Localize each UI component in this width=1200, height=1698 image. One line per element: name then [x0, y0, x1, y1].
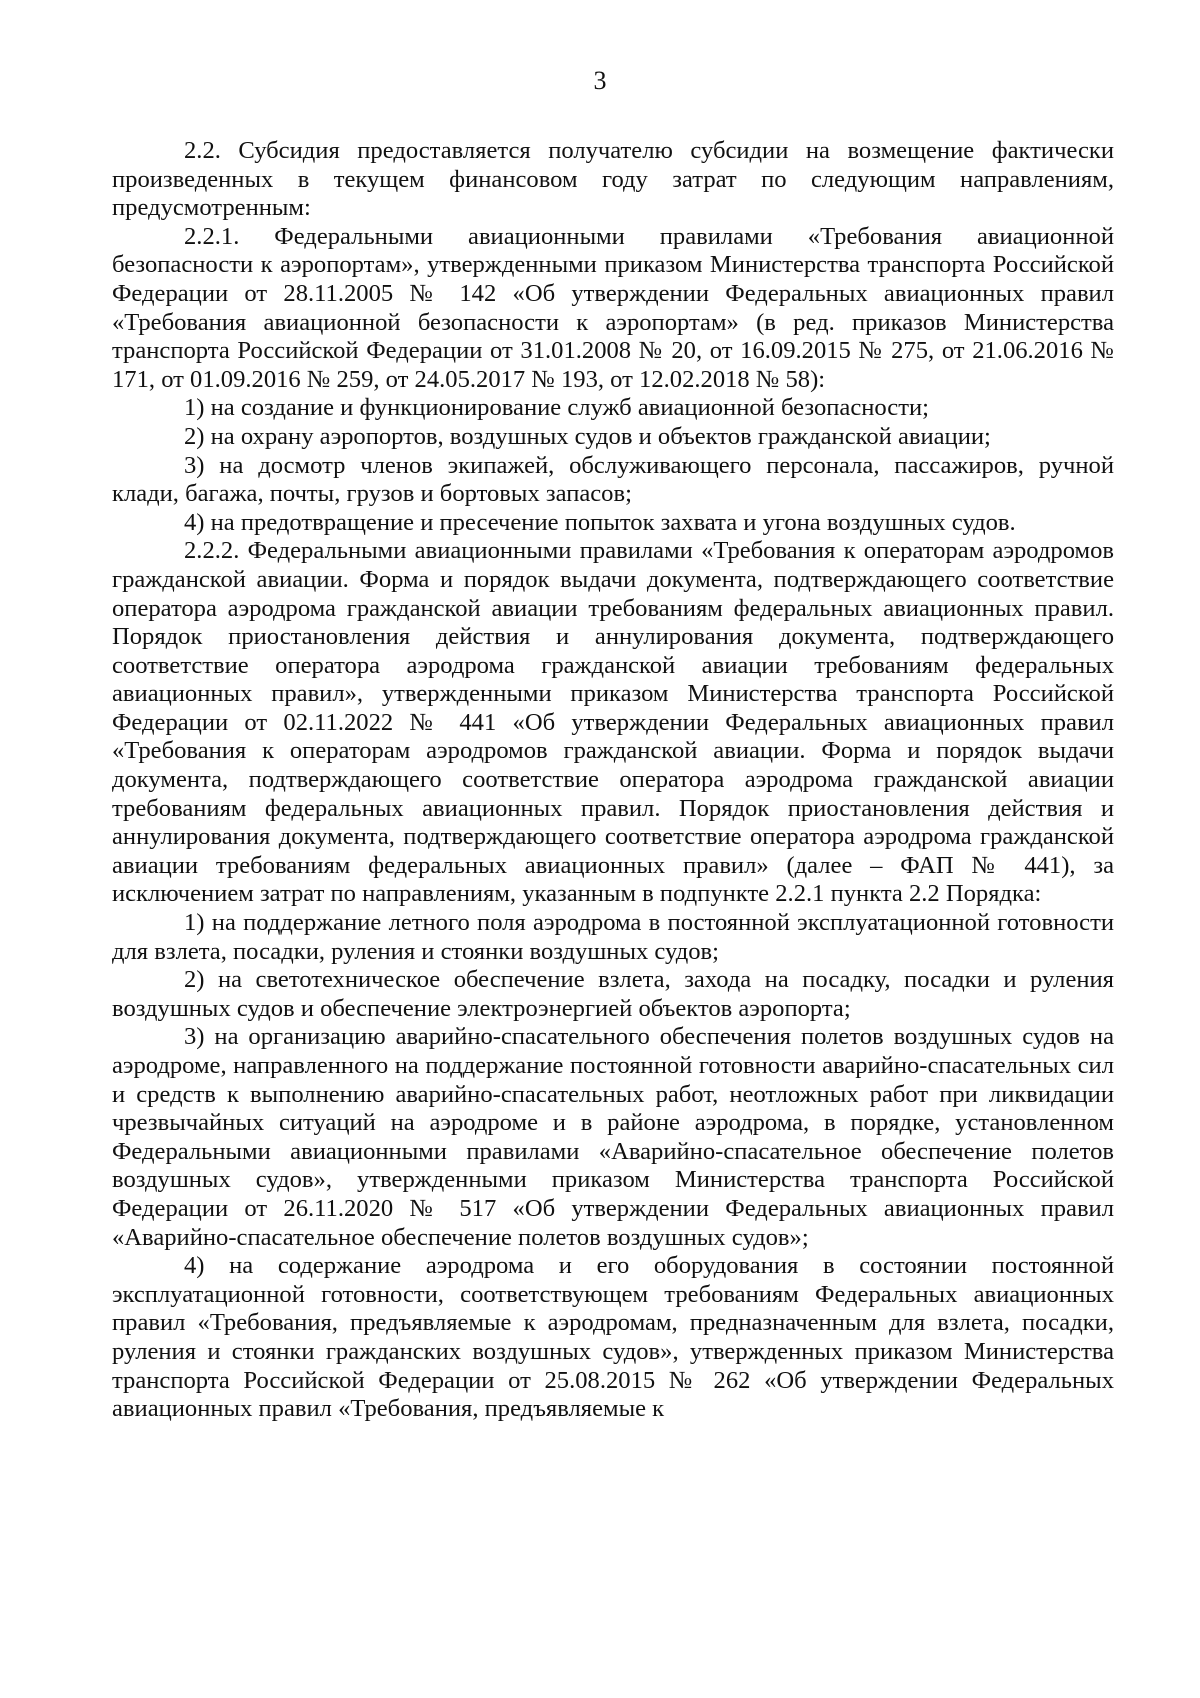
- list-item-2-2-2-3: 3) на организацию аварийно-спасательного обеспечения полетов воздушных судов на аэродроме, направленного на поддержание постоянной готовности аварийно-спасательных сил и средств к выполнению аварийно-спасательных работ, неотложных работ при ликвидации чрезвычайных ситуаций на аэродроме и в районе аэродрома, в порядке, установленном Федеральными авиационными правилами «Аварийно-спасательное обеспечение полетов воздушных судов», утвержденными приказом Министерства транспорта Российской Федерации от 26.11.2020 № 517 «Об утверждении Федеральных авиационных правил «Аварийно-спасательное обеспечение полетов воздушных судов»;: [112, 1023, 1114, 1251]
- paragraph-2-2: 2.2. Субсидия предоставляется получателю субсидии на возмещение фактически произведенных в текущем финансовом году затрат по следующим направлениям, предусмотренным:: [112, 137, 1114, 222]
- document-body: [112, 137, 1114, 1424]
- list-item-2-2-2-4: 4) на содержание аэродрома и его оборудования в состоянии постоянной эксплуатационной готовности, соответствующем требованиям Федеральных авиационных правил «Требования, предъявляемые к аэродромам, предназначенным для взлета, посадки, руления и стоянки гражданских воздушных судов», утвержденных приказом Министерства транспорта Российской Федерации от 25.08.2015 № 262 «Об утверждении Федеральных авиационных правил «Требования, предъявляемые к: [112, 1252, 1114, 1423]
- paragraph-2-2-1: 2.2.1. Федеральными авиационными правилами «Требования авиационной безопасности к аэропортам», утвержденными приказом Министерства транспорта Российской Федерации от 28.11.2005 № 142 «Об утверждении Федеральных авиационных правил «Требования авиационной безопасности к аэропортам» (в ред. приказов Министерства транспорта Российской Федерации от 31.01.2008 № 20, от 16.09.2015 № 275, от 21.06.2016 № 171, от 01.09.2016 № 259, от 24.05.2017 № 193, от 12.02.2018 № 58):: [112, 222, 1114, 393]
- list-item-2-2-2-1: 1) на поддержание летного поля аэродрома в постоянной эксплуатационной готовности для взлета, посадки, руления и стоянки воздушных судов;: [112, 909, 1114, 965]
- list-item-2-2-2-2: 2) на светотехническое обеспечение взлета, захода на посадку, посадки и руления воздушных судов и обеспечение электроэнергией объектов аэропорта;: [112, 966, 1114, 1022]
- list-item-2-2-1-4: 4) на предотвращение и пресечение попыток захвата и угона воздушных судов.: [184, 508, 1016, 536]
- list-item-2-2-1-3: 3) на досмотр членов экипажей, обслуживающего персонала, пассажиров, ручной клади, багажа, почты, грузов и бортовых запасов;: [112, 451, 1114, 508]
- paragraph-2-2-2: 2.2.2. Федеральными авиационными правилами «Требования к операторам аэродромов гражданской авиации. Форма и порядок выдачи документа, подтверждающего соответствие оператора аэродрома гражданской авиации требованиям федеральных авиационных правил. Порядок приостановления действия и аннулирования документа, подтверждающего соответствие оператора аэродрома гражданской авиации требованиям федеральных авиационных правил», утвержденными приказом Министерства транспорта Российской Федерации от 02.11.2022 № 441 «Об утверждении Федеральных авиационных правил «Требования к операторам аэродромов гражданской авиации. Форма и порядок выдачи документа, подтверждающего соответствие оператора аэродрома гражданской авиации требованиям федеральных авиационных правил. Порядок приостановления действия и аннулирования документа, подтверждающего соответствие оператора аэродрома гражданской авиации требованиям федеральных авиационных правил» (далее – ФАП № 441), за исключением затрат по направлениям, указанным в подпункте 2.2.1 пункта 2.2 Порядка:: [112, 537, 1114, 908]
- list-item-2-2-1-1: 1) на создание и функционирование служб авиационной безопасности;: [184, 394, 929, 422]
- list-item-2-2-1-2: 2) на охрану аэропортов, воздушных судов и объектов гражданской авиации;: [184, 422, 991, 450]
- page-number: 3: [593, 66, 607, 95]
